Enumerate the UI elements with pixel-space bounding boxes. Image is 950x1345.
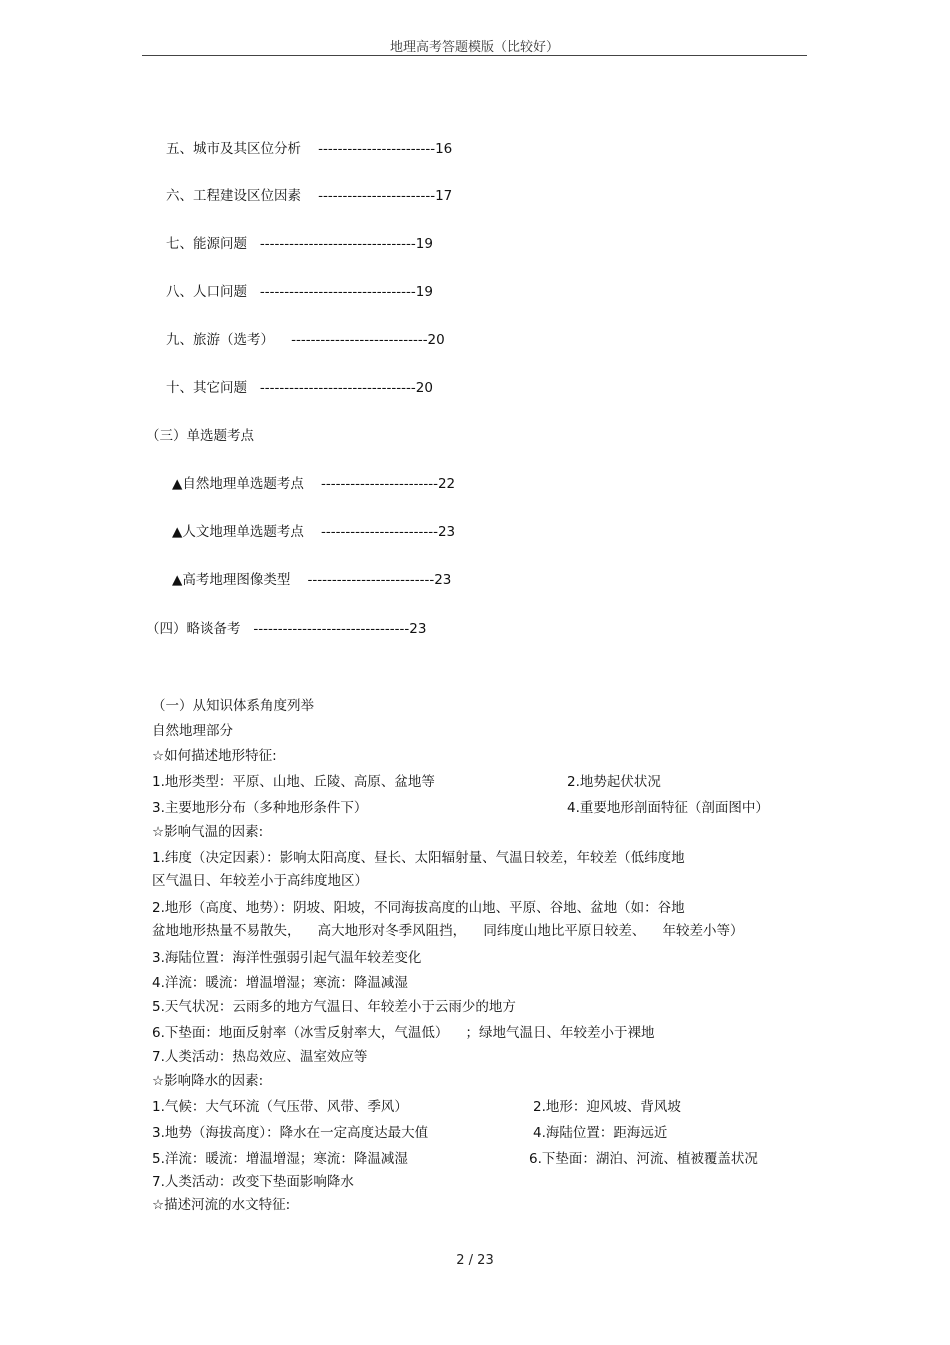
toc-item: 九、旅游（选考） ----------------------------20 — [166, 332, 445, 348]
question-rainfall: ☆影响降水的因素: — [152, 1073, 264, 1089]
toc-item: 十、其它问题 --------------------------------20 — [166, 380, 433, 396]
question-river: ☆描述河流的水文特征: — [152, 1197, 291, 1213]
toc-section-4: （四）略谈备考 --------------------------------23 — [146, 621, 427, 637]
toc-sub-item: ▲自然地理单选题考点 ------------------------22 — [172, 476, 456, 492]
subsection-heading: 自然地理部分 — [152, 723, 233, 739]
toc-item: 八、人口问题 --------------------------------19 — [166, 284, 433, 300]
toc-section-3: （三）单选题考点 — [146, 428, 254, 444]
toc-sub-item: ▲高考地理图像类型 --------------------------23 — [172, 572, 452, 588]
toc-sub-item: ▲人文地理单选题考点 ------------------------23 — [172, 524, 456, 540]
rainfall-item: 6.下垫面：湖泊、河流、植被覆盖状况 — [529, 1151, 758, 1167]
page-header-title: 地理高考答题模版（比较好） — [389, 40, 559, 55]
temperature-line: 7.人类活动：热岛效应、温室效应等 — [152, 1049, 368, 1065]
rainfall-item: 2.地形：迎风坡、背风坡 — [533, 1099, 681, 1115]
section-heading: （一）从知识体系角度列举 — [152, 698, 314, 714]
temperature-line: 2.地形（高度、地势）：阴坡、阳坡，不同海拔高度的山地、平原、谷地、盆地（如：谷地 — [152, 900, 685, 916]
question-terrain: ☆如何描述地形特征: — [152, 748, 277, 764]
rainfall-item: 3.地势（海拔高度）：降水在一定高度达最大值 — [152, 1125, 429, 1141]
rainfall-item: 1.气候：大气环流（气压带、风带、季风） — [152, 1099, 408, 1115]
temperature-line: 区气温日、年较差小于高纬度地区） — [152, 873, 368, 889]
toc-item: 五、城市及其区位分析 ------------------------16 — [166, 141, 453, 157]
toc-item: 七、能源问题 --------------------------------19 — [166, 236, 433, 252]
terrain-item: 2.地势起伏状况 — [567, 774, 661, 790]
temperature-line: 1.纬度（决定因素）：影响太阳高度、昼长、太阳辐射量、气温日较差，年较差（低纬度地 — [152, 850, 685, 866]
terrain-item: 1.地形类型：平原、山地、丘陵、高原、盆地等 — [152, 774, 435, 790]
page-number: 2 / 23 — [456, 1253, 494, 1268]
temperature-line: 4.洋流：暖流：增温增湿；寒流：降温减湿 — [152, 975, 408, 991]
temperature-line: 3.海陆位置：海洋性强弱引起气温年较差变化 — [152, 950, 422, 966]
toc-item: 六、工程建设区位因素 ------------------------17 — [166, 188, 453, 204]
temperature-line: 6.下垫面：地面反射率（冰雪反射率大，气温低） ；绿地气温日、年较差小于裸地 — [152, 1025, 655, 1041]
terrain-item: 3.主要地形分布（多种地形条件下） — [152, 800, 368, 816]
header-rule — [142, 55, 807, 56]
rainfall-item: 5.洋流：暖流：增温增湿；寒流：降温减湿 — [152, 1151, 408, 1167]
temperature-line: 5.天气状况：云雨多的地方气温日、年较差小于云雨少的地方 — [152, 999, 516, 1015]
question-temperature: ☆影响气温的因素: — [152, 824, 264, 840]
temperature-line: 盆地地形热量不易散失， 高大地形对冬季风阻挡， 同纬度山地比平原日较差、 年较差小等） — [152, 923, 744, 939]
terrain-item: 4.重要地形剖面特征（剖面图中） — [567, 800, 769, 816]
rainfall-item: 4.海陆位置：距海远近 — [533, 1125, 668, 1141]
rainfall-item: 7.人类活动：改变下垫面影响降水 — [152, 1174, 354, 1190]
